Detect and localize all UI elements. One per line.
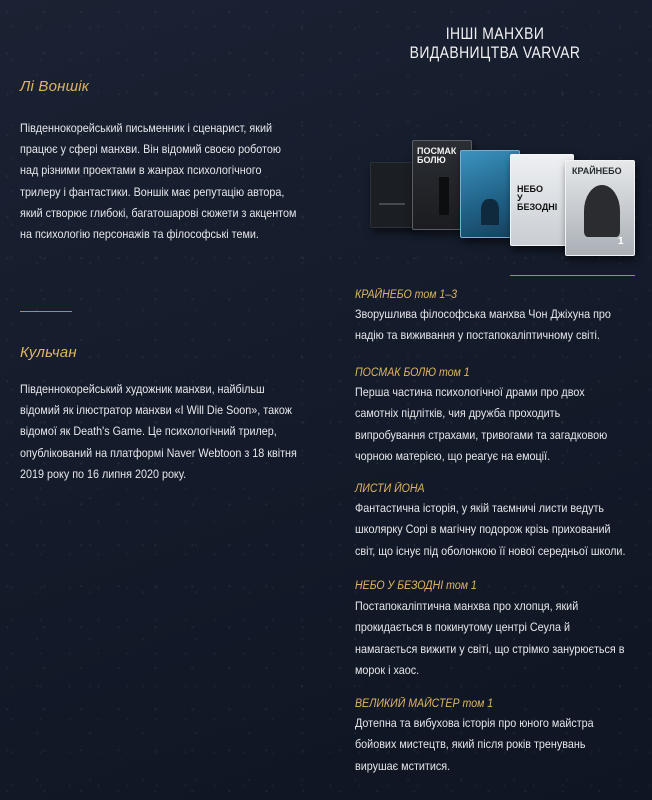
other-manhwa-heading — [405, 24, 585, 62]
entry-title-nebo-u-bezodni — [355, 580, 477, 592]
entry-title-lysty-yona — [355, 483, 425, 495]
entry-title-velykyi-maister — [355, 698, 493, 710]
cover-krainebo-number: 1 — [618, 236, 624, 247]
entry-name: ВЕЛИКИЙ МАЙСТЕР — [355, 698, 460, 710]
cover-lysty-yona — [370, 162, 416, 228]
entry-volume: том 1 — [446, 580, 477, 592]
entry-desc-posmak-bolyu: Перша частина психологічної драми про двох самотніх підлітків, чия дружба проходить випробування страхами, тривогами та загадковою чорною матерією, що реагує на емоції. — [355, 386, 608, 463]
entry-title-krainebo — [355, 289, 457, 301]
author-name-1: Лі Воншік — [20, 78, 90, 95]
cover-krainebo-title: КРАЙНЕБО — [572, 166, 622, 176]
entry-desc-krainebo: Зворушлива філософська манхва Чон Джіхуна про надію та виживання у постапокаліптичному світі. — [355, 308, 611, 343]
divider-right — [510, 275, 635, 276]
entry-volume: том 1 — [462, 698, 494, 710]
entry-name: КРАЙНЕБО — [355, 289, 412, 301]
author-bio-1: Південнокорейський письменник і сценарист, який працює у сфері манхви. Він відомий своєю роботою над різними проектами в жанрах психологічного трилеру і фантастики. Воншік має репутацію автора, який створює глибокі, багатошарові сюжети з акцентом на психологію персонажів та філософські теми. — [20, 122, 297, 242]
cover-nebo-title: НЕБО У БЕЗОДНІ — [517, 184, 558, 212]
entry-name: ЛИСТИ ЙОНА — [355, 483, 425, 495]
entry-desc-velykyi-maister: Дотепна та вибухова історія про юного майстра бойових мистецтв, який після років тренувань вирушає мститися. — [355, 717, 594, 773]
entry-title-posmak-bolyu — [355, 367, 470, 379]
heading-line-1: ІНШІ МАНХВИ — [445, 24, 545, 43]
entry-volume: том 1 — [439, 367, 470, 379]
entry-name: ПОСМАК БОЛЮ — [355, 367, 437, 379]
book-covers-group — [360, 120, 650, 260]
entry-name: НЕБО У БЕЗОДНІ — [355, 580, 444, 592]
author-name-2: Кульчан — [20, 344, 77, 361]
entry-desc-nebo-u-bezodni: Постапокаліптична манхва про хлопця, який прокидається в покинутому центрі Сеула й намагається вижити у світі, що стрімко занурюється в морок і хаос. — [355, 600, 625, 677]
divider-left — [20, 311, 72, 312]
entry-volume: том 1–3 — [414, 289, 458, 301]
entry-desc-lysty-yona: Фантастична історія, у якій таємничі листи ведуть школярку Сорі в магічну подорож крізь прихований світ, що існує під оболонкою її нової середньої школи. — [355, 502, 626, 558]
cover-posmak-title: ПОСМАК БОЛЮ — [417, 146, 457, 165]
heading-line-2: ВИДАВНИЦТВА VARVAR — [409, 43, 581, 62]
author-bio-2: Південнокорейський художник манхви, найбільш відомий як ілюстратор манхви «I Will Die Soon», також відомої як Death's Game. Це психологічний трилер, опублікований на платформі Naver Webtoon з 18 квітня 2019 року по 16 липня 2020 року. — [20, 383, 297, 481]
cover-krainebo — [565, 160, 635, 256]
